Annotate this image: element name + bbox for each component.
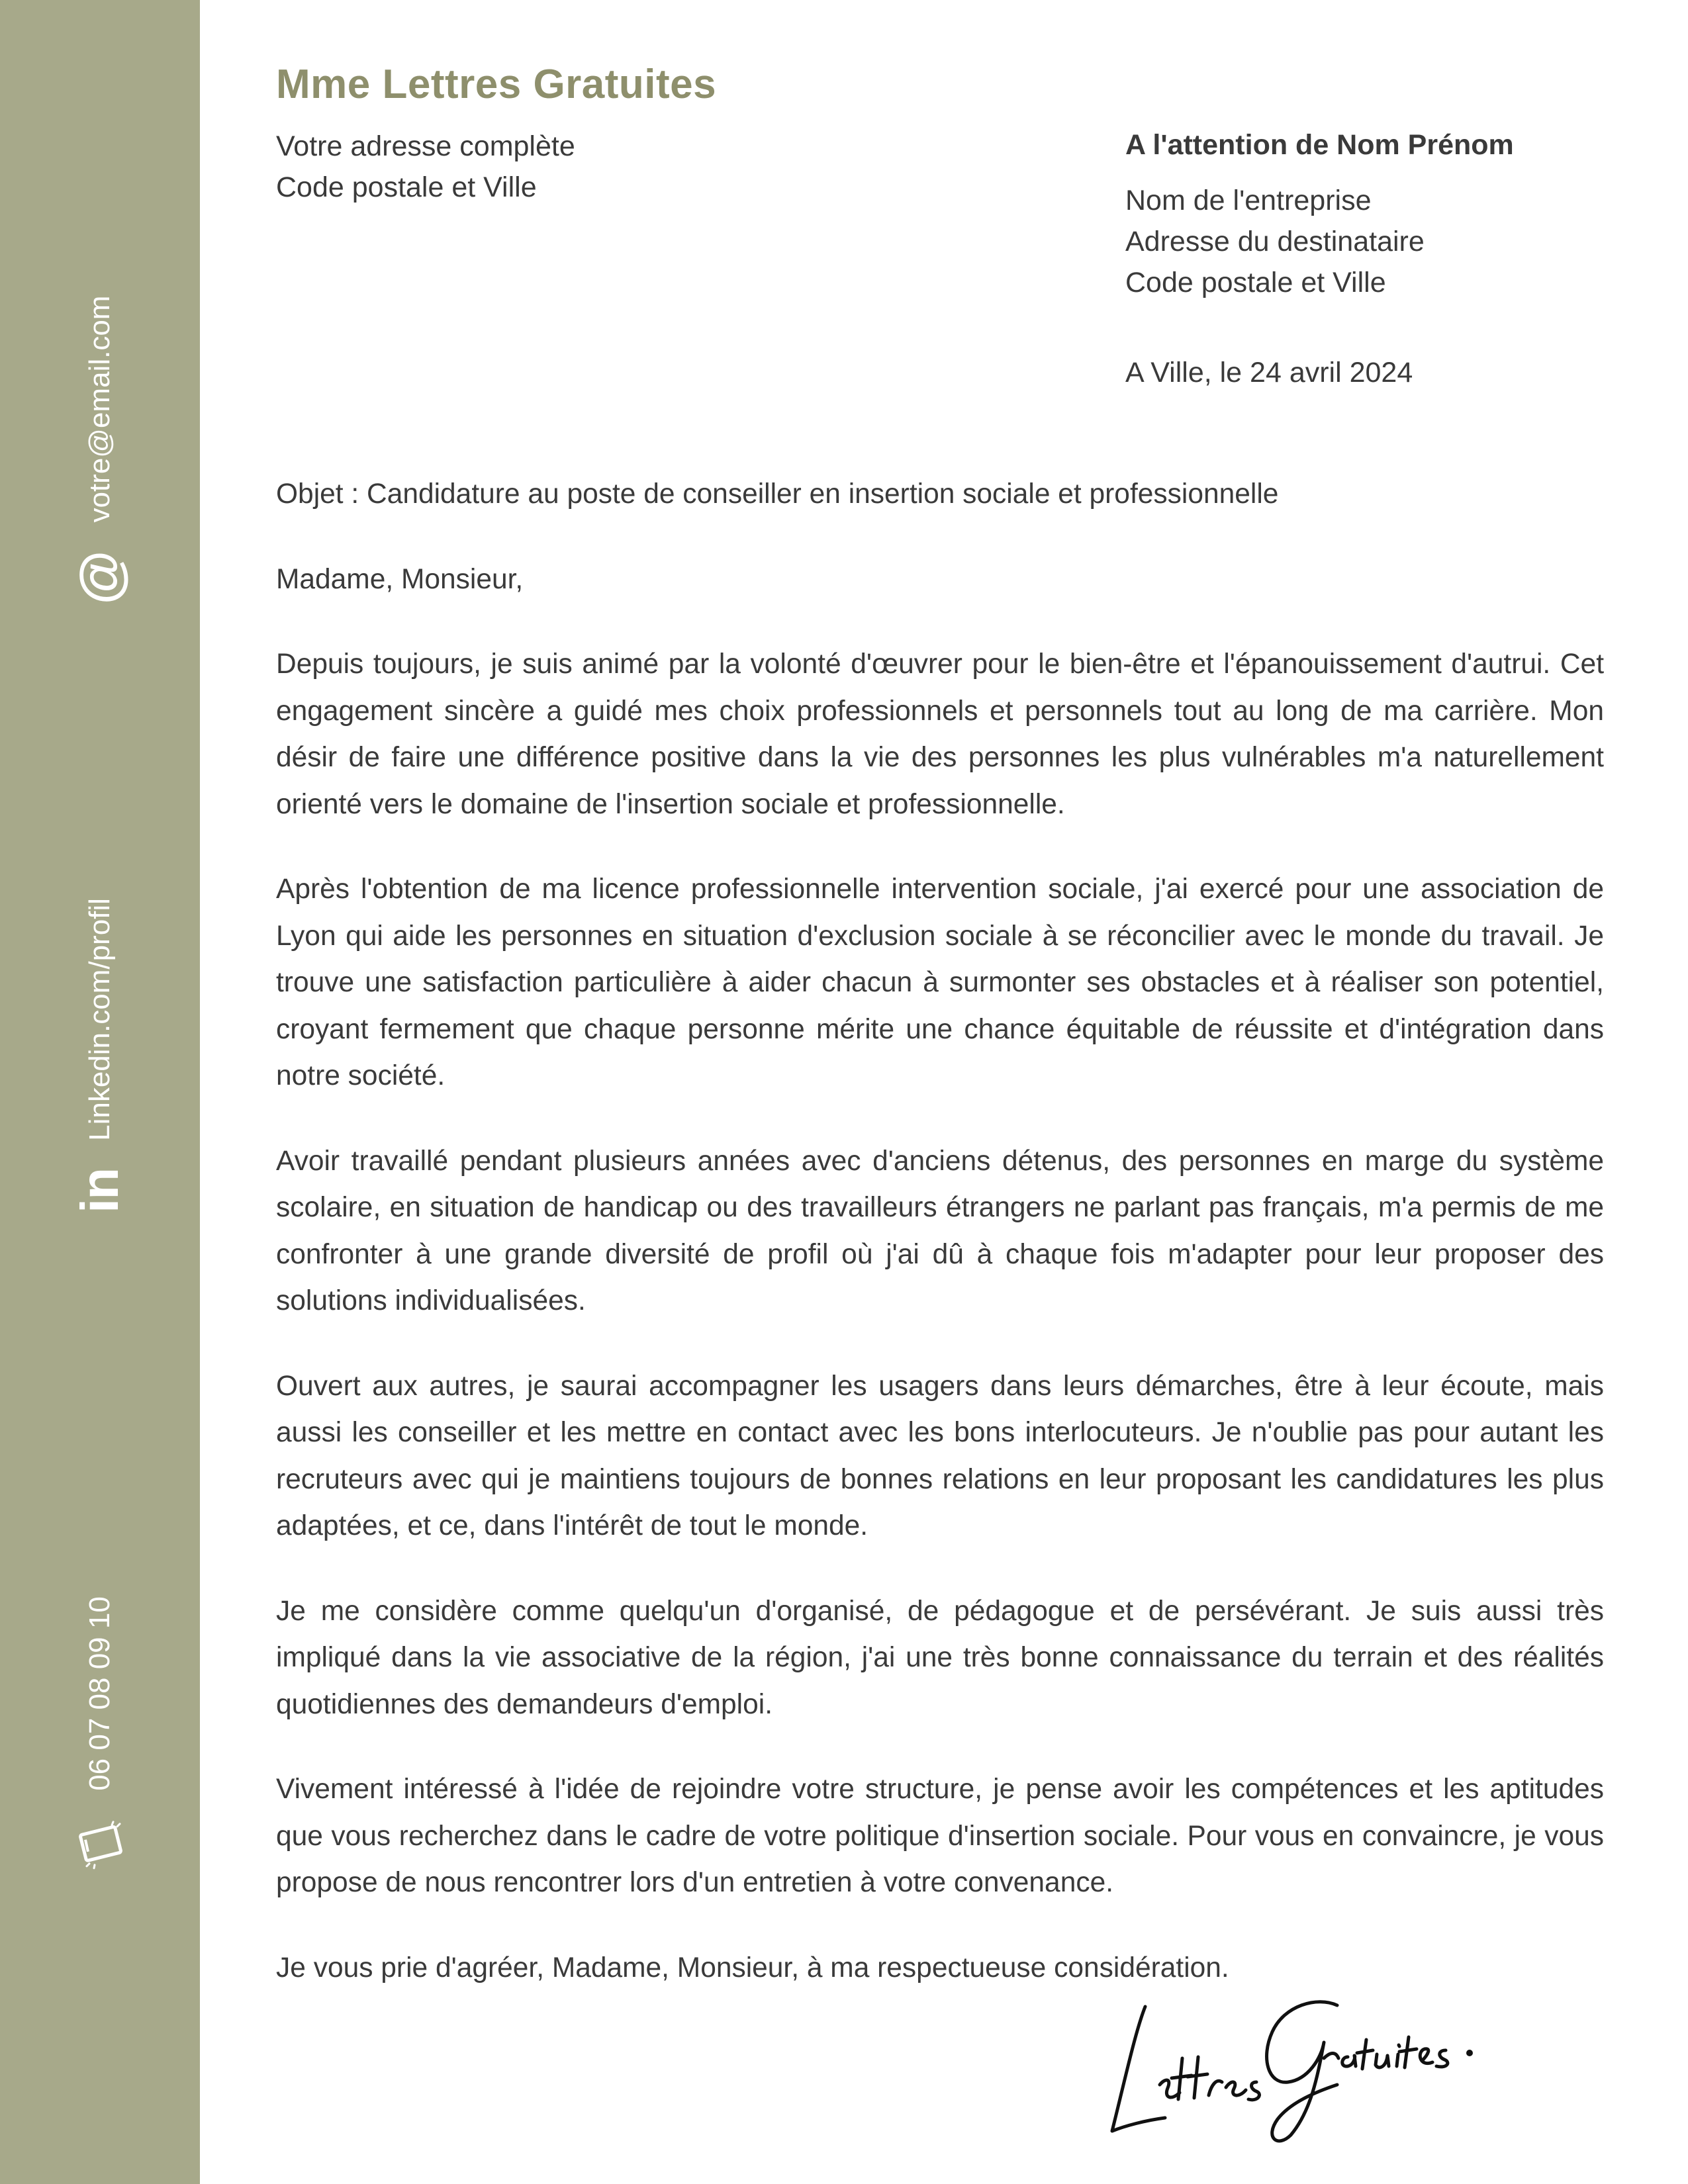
letter-paragraph: Ouvert aux autres, je saurai accompagner les usagers dans leurs démarches, être à leur écoute, mais aussi les conseiller et les mettre en contact avec les bons interlocuteurs. Je n'oublie pas pour autant les recruteurs avec qui je maintiens toujours de bonnes relations en leur proposant les candidatures les plus adaptées, et ce, dans l'intérêt de tout le monde.: [276, 1370, 1604, 1541]
email-text: votre@email.com: [83, 295, 116, 523]
sidebar-linkedin[interactable]: [70, 898, 129, 1213]
letter-greeting: Madame, Monsieur,: [276, 563, 524, 595]
letter-paragraph: Depuis toujours, je suis animé par la volonté d'œuvrer pour le bien-être et l'épanouissement d'autrui. Cet engagement sincère a guidé mes choix professionnels et personnels tout au long de ma carrière. Mon désir de faire une différence positive dans la vie des personnes les plus vulnérables m'a naturellement orienté vers le domaine de l'insertion sociale et professionnelle.: [276, 649, 1604, 820]
letter-subject: Objet : Candidature au poste de conseiller en insertion sociale et professionnelle: [276, 478, 1279, 510]
at-sign-icon: @: [69, 550, 131, 605]
letter-closing: Je vous prie d'agréer, Madame, Monsieur, à ma respectueuse considération.: [276, 1952, 1229, 1983]
sender-name: Mme Lettres Gratuites: [276, 62, 717, 107]
recipient-block: [1125, 124, 1514, 303]
letter-body: [276, 471, 1604, 2030]
phone-icon: [73, 1819, 126, 1872]
sidebar-phone[interactable]: [73, 1596, 126, 1872]
linkedin-icon: in: [70, 1168, 129, 1213]
signature-drawing: [1099, 1979, 1483, 2151]
recipient-address: Adresse du destinataire: [1125, 226, 1425, 257]
letter-date: A Ville, le 24 avril 2024: [1125, 357, 1413, 388]
letter-paragraph: Vivement intéressé à l'idée de rejoindre votre structure, je pense avoir les compétences et les aptitudes que vous recherchez dans le cadre de votre politique d'insertion sociale. Pour vous en convaincre, je vous propose de nous rencontrer lors d'un entretien à votre convenance.: [276, 1774, 1604, 1898]
recipient-attention: A l'attention de Nom Prénom: [1125, 129, 1514, 161]
sender-address-line2: Code postale et Ville: [276, 171, 537, 203]
recipient-company: Nom de l'entreprise: [1125, 185, 1372, 216]
letter-paragraph: Après l'obtention de ma licence professionnelle intervention sociale, j'ai exercé pour une association de Lyon qui aide les personnes en situation d'exclusion sociale à se réconcilier avec le monde du travail. Je trouve une satisfaction particulière à aider chacun à surmonter ses obstacles et à réaliser son potentiel, croyant fermement que chaque personne mérite une chance équitable de réussite et d'intégration dans notre société.: [276, 874, 1604, 1091]
signature: [1099, 1979, 1483, 2151]
letter-paragraph: Avoir travaillé pendant plusieurs années avec d'anciens détenus, des personnes en marge du système scolaire, en situation de handicap ou des travailleurs étrangers ne parlant pas français, m'a permis de me confronter à une grande diversité de profil où j'ai dû à chaque fois m'adapter pour leur proposer des solutions individualisées.: [276, 1145, 1604, 1316]
sender-address: [276, 126, 575, 208]
linkedin-text: Linkedin.com/profil: [83, 898, 116, 1141]
sidebar-email[interactable]: [69, 295, 131, 605]
phone-text: 06 07 08 09 10: [83, 1596, 116, 1791]
recipient-city: Code postale et Ville: [1125, 267, 1386, 298]
letter-paragraph: Je me considère comme quelqu'un d'organisé, de pédagogue et de persévérant. Je suis aussi très impliqué dans la vie associative de la région, j'ai une très bonne connaissance du terrain et des réalités quotidiennes des demandeurs d'emploi.: [276, 1595, 1604, 1720]
sender-address-line1: Votre adresse complète: [276, 130, 575, 162]
sidebar: [0, 0, 200, 2184]
